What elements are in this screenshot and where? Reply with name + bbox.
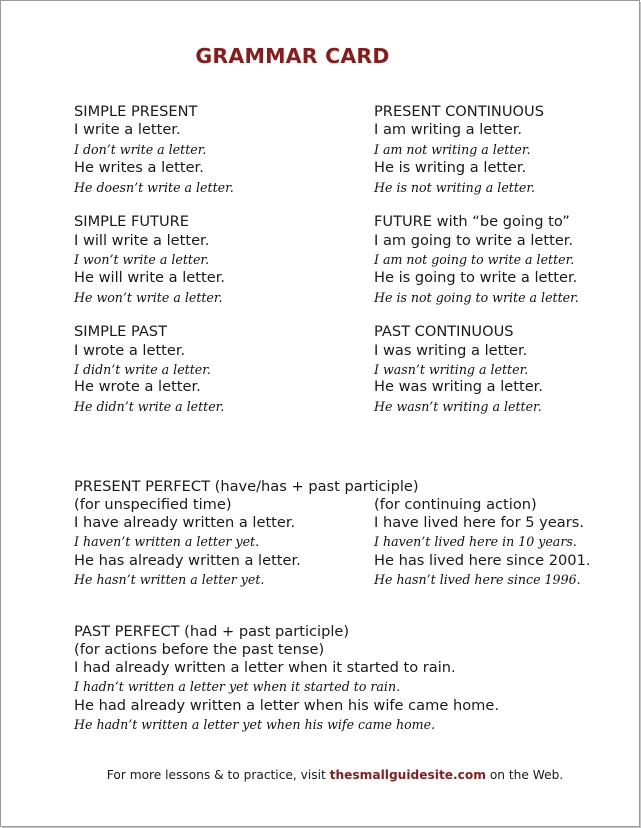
affirmative-example: I have already written a letter.: [74, 514, 296, 531]
affirmative-example: I am writing a letter.: [374, 121, 522, 138]
usage-note: (for unspecified time): [74, 496, 232, 513]
affirmative-example: He has lived here since 2001.: [374, 552, 591, 569]
affirmative-example: I wrote a letter.: [74, 342, 186, 359]
affirmative-example: I had already written a letter when it started to rain.: [74, 659, 456, 676]
negative-example: I hadn’t written a letter yet when it started to rain.: [74, 679, 401, 694]
negative-example: I wasn’t writing a letter.: [374, 362, 529, 377]
negative-example: He hasn’t written a letter yet.: [74, 572, 265, 587]
section-heading: PAST CONTINUOUS: [374, 323, 514, 340]
negative-example: He is not going to write a letter.: [374, 290, 579, 305]
affirmative-example: I have lived here for 5 years.: [374, 514, 584, 531]
footer-text-end: on the Web.: [485, 768, 564, 782]
section-heading: SIMPLE FUTURE: [74, 213, 189, 230]
footer: [1, 768, 640, 782]
site-link[interactable]: thesmallguidesite.com: [329, 768, 486, 782]
affirmative-example: I was writing a letter.: [374, 342, 528, 359]
affirmative-example: He has already written a letter.: [74, 552, 301, 569]
negative-example: He won’t write a letter.: [74, 290, 223, 305]
negative-example: I haven’t written a letter yet.: [74, 534, 260, 549]
usage-note: (for actions before the past tense): [74, 641, 325, 658]
affirmative-example: He had already written a letter when his wife came home.: [74, 697, 499, 714]
affirmative-example: I write a letter.: [74, 121, 181, 138]
negative-example: I won’t write a letter.: [74, 252, 210, 267]
affirmative-example: I will write a letter.: [74, 232, 210, 249]
negative-example: I haven’t lived here in 10 years.: [374, 534, 577, 549]
negative-example: He didn’t write a letter.: [74, 399, 225, 414]
negative-example: I am not going to write a letter.: [374, 252, 575, 267]
negative-example: He hadn’t written a letter yet when his wife came home.: [74, 717, 436, 732]
section-heading: SIMPLE PAST: [74, 323, 167, 340]
affirmative-example: He was writing a letter.: [374, 378, 543, 395]
affirmative-example: He wrote a letter.: [74, 378, 201, 395]
usage-note: (for continuing action): [374, 496, 537, 513]
negative-example: I don’t write a letter.: [74, 142, 207, 157]
negative-example: I didn’t write a letter.: [74, 362, 211, 377]
negative-example: He is not writing a letter.: [374, 180, 535, 195]
affirmative-example: He is going to write a letter.: [374, 269, 578, 286]
section-heading: SIMPLE PRESENT: [74, 103, 198, 120]
section-heading: PRESENT PERFECT (have/has + past participle): [74, 478, 419, 495]
footer-text: For more lessons & to practice, visit: [106, 768, 330, 782]
section-heading: FUTURE with “be going to”: [374, 213, 570, 230]
negative-example: I am not writing a letter.: [374, 142, 531, 157]
negative-example: He hasn’t lived here since 1996.: [374, 572, 581, 587]
affirmative-example: I am going to write a letter.: [374, 232, 574, 249]
negative-example: He doesn’t write a letter.: [74, 180, 234, 195]
affirmative-example: He will write a letter.: [74, 269, 225, 286]
page-title: GRAMMAR CARD: [195, 44, 390, 68]
negative-example: He wasn’t writing a letter.: [374, 399, 542, 414]
affirmative-example: He is writing a letter.: [374, 159, 527, 176]
affirmative-example: He writes a letter.: [74, 159, 204, 176]
section-heading: PRESENT CONTINUOUS: [374, 103, 544, 120]
section-heading: PAST PERFECT (had + past participle): [74, 623, 350, 640]
